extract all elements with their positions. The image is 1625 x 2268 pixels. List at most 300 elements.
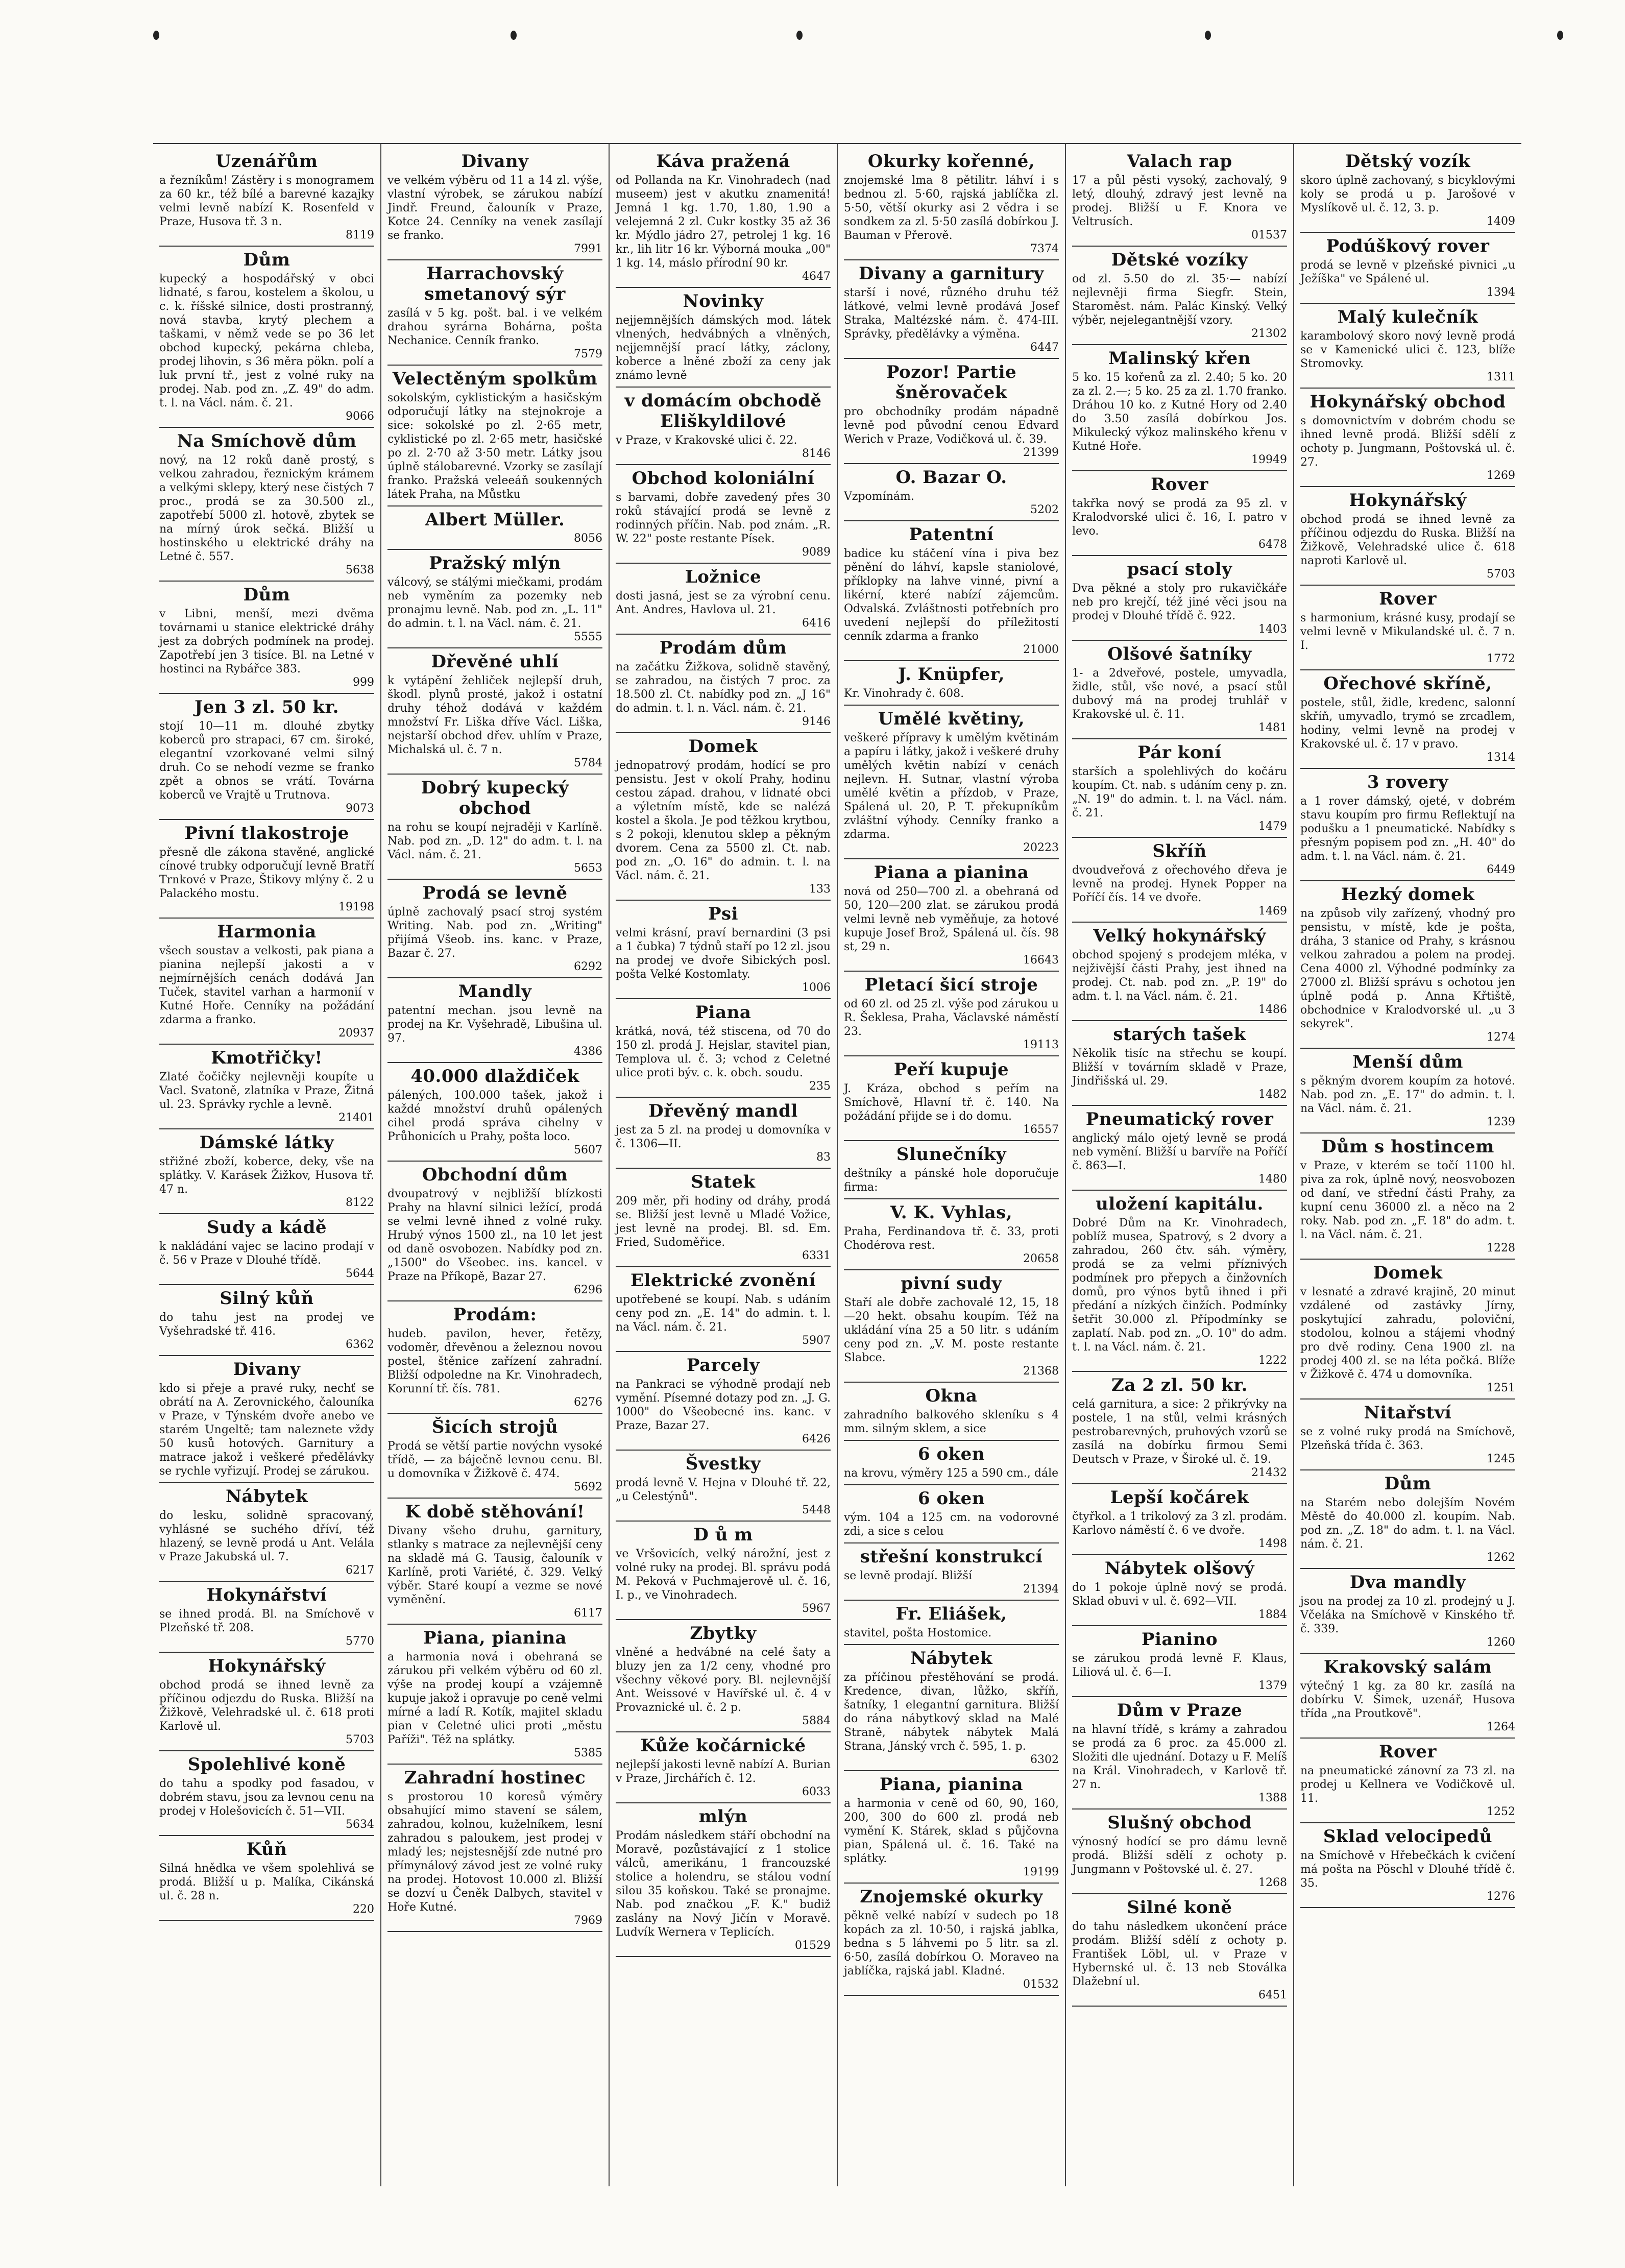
ad-heading: Šicích strojů bbox=[431, 1417, 559, 1437]
classified-ad bbox=[1072, 1372, 1287, 1484]
ad-heading: Pražský mlýn bbox=[429, 553, 561, 573]
ad-text: pro obchodníky prodám nápadně levně pod původní cenou Edvard Werich v Praze, Vodičková ul. č. 39. bbox=[844, 405, 1059, 446]
ad-text: krátká, nová, též stiscena, od 70 do 150 zl. prodá J. Hejslar, stavitel pian, Templova ul. č. 3; vchod z Celetné ulice proti býv. c. k. obch. soudu. bbox=[616, 1025, 831, 1079]
classified-ad bbox=[1300, 1133, 1515, 1260]
ad-number: 5634 bbox=[346, 1818, 374, 1831]
ad-heading: Domek bbox=[1373, 1263, 1443, 1283]
ad-text: na Smíchově v Hřebečkách k cvičení má pošta na Pöschl v Dlouhé třídě č. 35. bbox=[1300, 1849, 1515, 1890]
ad-heading: Dámské látky bbox=[199, 1132, 334, 1153]
ad-number: 19113 bbox=[1023, 1039, 1059, 1051]
classified-ad bbox=[844, 1270, 1059, 1383]
ad-heading: Znojemské okurky bbox=[860, 1887, 1043, 1907]
ad-number: 16643 bbox=[1023, 954, 1059, 967]
classified-ad bbox=[1072, 1555, 1287, 1626]
classified-ad bbox=[1072, 471, 1287, 556]
ad-heading: Pneumatický rover bbox=[1085, 1109, 1274, 1129]
ad-heading: Pletací šicí stroje bbox=[864, 975, 1038, 995]
ad-heading: Obchodní dům bbox=[422, 1165, 568, 1185]
ad-number: 1480 bbox=[1258, 1173, 1287, 1186]
ad-number: 1479 bbox=[1258, 820, 1287, 833]
ad-number: 6362 bbox=[346, 1338, 374, 1351]
ad-heading: Parcely bbox=[686, 1355, 760, 1376]
ad-text: kupecký a hospodářský v obci lidnaté, s farou, kostelem a školou, u c. k. říšské silnice, dosti prostranný, nová stavba, krytý plechem a taškami, v němž vede se po 36 let obchod kupecký, pekárna chleba, prodej lihovin, s 36 měra pökn. polí a luk první tř., jest z volné ruky na prodej. Nab. pod zn. „Z. 49" do adm. t. l. na Václ. nám. č. 21. bbox=[159, 273, 374, 409]
ad-text: k nakládání vajec se lacino prodají v č. 56 v Praze v Dlouhé třídě. bbox=[159, 1240, 374, 1267]
ad-text: 209 měr, při hodiny od dráhy, prodá se. Bližší jest levně u Mladé Vožice, jest levně na prodej. Bl. sd. Em. Fried, Sudoměřice. bbox=[616, 1195, 831, 1249]
ad-column bbox=[381, 144, 610, 2186]
ad-heading: Piana a pianina bbox=[874, 862, 1029, 883]
classified-ad bbox=[159, 148, 374, 247]
ad-number: 1245 bbox=[1487, 1453, 1515, 1465]
ad-number: 1239 bbox=[1487, 1116, 1515, 1128]
ad-heading: Kůže kočárnické bbox=[640, 1735, 806, 1756]
classified-ad bbox=[616, 1732, 831, 1803]
ad-heading: Umělé květiny, bbox=[878, 709, 1025, 729]
ad-heading: Peří kupuje bbox=[893, 1059, 1009, 1080]
classified-ad bbox=[844, 706, 1059, 859]
ad-number: 1269 bbox=[1487, 469, 1515, 482]
ad-text: a harmonia v ceně od 60, 90, 160, 200, 300 do 600 zl. prodá neb vymění K. Stárek, sklad s půjčovna pian, Spálená ul. č. 16. Také na splátky. bbox=[844, 1797, 1059, 1865]
classified-ad bbox=[387, 1063, 602, 1162]
ad-number: 6478 bbox=[1258, 538, 1287, 551]
ad-heading: Novinky bbox=[683, 291, 764, 311]
classified-ad bbox=[159, 1285, 374, 1356]
ad-heading: Albert Müller. bbox=[425, 510, 565, 530]
ad-text: obchod prodá se ihned levně za příčinou odjezdu do Ruska. Bližší na Žižkově, Velehradské ul. č. 618 proti Karlově ul. bbox=[159, 1679, 374, 1733]
ad-heading: Spolehlivé koně bbox=[187, 1754, 346, 1775]
ad-text: Staří ale dobře zachovalé 12, 15, 18—20 hekt. obsahu koupím. Též na ukládání vína 25 a 50 litr. s udáním ceny pod zn. „V. M. poste restante Slabce. bbox=[844, 1296, 1059, 1364]
classified-ad bbox=[1072, 1106, 1287, 1191]
ad-number: 1228 bbox=[1487, 1242, 1515, 1254]
ad-column bbox=[610, 144, 838, 2186]
ad-heading: Fr. Eliášek, bbox=[895, 1604, 1007, 1624]
ad-number: 6276 bbox=[574, 1396, 602, 1409]
ad-text: karambolový skoro nový levně prodá se v Kamenické ulici č. 123, blíže Stromovky. bbox=[1300, 330, 1515, 370]
ad-heading: Dům s hostincem bbox=[1321, 1137, 1494, 1157]
classified-ad bbox=[387, 1162, 602, 1301]
ad-column bbox=[1294, 144, 1521, 2186]
ad-heading: Jen 3 zl. 50 kr. bbox=[194, 697, 339, 717]
ad-heading: Mandly bbox=[458, 981, 532, 1002]
ad-heading: Okurky kořenné, bbox=[867, 151, 1035, 172]
ad-text: na začátku Žižkova, solidně stavěný, se zahradou, na čistých 7 proc. za 18.500 zl. Ct. nabídky pod zn. „J 16" do admin. t. l. n. Václ. nám. č. 21. bbox=[616, 661, 831, 715]
ad-heading: Za 2 zl. 50 kr. bbox=[1111, 1375, 1248, 1395]
classified-ad bbox=[1072, 1626, 1287, 1697]
ad-heading: Hokynářský bbox=[1349, 490, 1467, 511]
ad-text: starší i nové, různého druhu též látkové, velmi levně prodává Josef Straka, Maltézské nám. č. 474-III. Správky, předělávky a výměna. bbox=[844, 286, 1059, 341]
classified-ad bbox=[159, 1129, 374, 1214]
ad-number: 6447 bbox=[1030, 341, 1059, 354]
classified-ad bbox=[844, 1601, 1059, 1645]
ad-text: s domovnictvím v dobrém chodu se ihned levně prodá. Bližší sdělí z ochoty p. Jungmann, Poštovská ul. č. 27. bbox=[1300, 415, 1515, 469]
ad-heading: Krakovský salám bbox=[1323, 1657, 1492, 1677]
ad-heading: Kmotřičky! bbox=[211, 1048, 323, 1068]
classified-ad bbox=[1072, 1191, 1287, 1372]
ad-number: 1006 bbox=[802, 981, 831, 994]
ad-number: 1388 bbox=[1258, 1792, 1287, 1804]
ad-text: v Praze, v kterém se točí 1100 hl. piva za rok, úplně nový, neosvobozen od daní, ve střední části Prahy, za kupní cenu 36000 zl. a něco na 2 roky. Nab. pod zn. „F. 18" do adm. t. l. na Václ. nám. č. 21. bbox=[1300, 1160, 1515, 1241]
classified-ad bbox=[1300, 769, 1515, 881]
ad-heading: Piana, pianina bbox=[879, 1774, 1024, 1795]
ad-heading: Káva pražená bbox=[656, 151, 790, 172]
classified-ad bbox=[616, 635, 831, 733]
margin-marks bbox=[0, 31, 1625, 51]
ad-text: na hlavní třídě, s krámy a zahradou se prodá za 6 proc. za 45.000 zl. Složiti dle ujednání. Dotazy u F. Melíš na Král. Vinohradech, v Karlově tř. 27 n. bbox=[1072, 1723, 1287, 1791]
ad-text: anglický málo ojetý levně se prodá neb vymění. Bližší u barvíře na Poříčí č. 863—I. bbox=[1072, 1132, 1287, 1172]
ad-text: jsou na prodej za 10 zl. prodejný u J. Včeláka na Smíchově v Kinského tř. č. 339. bbox=[1300, 1595, 1515, 1635]
classified-ad bbox=[844, 1485, 1059, 1543]
ad-number: 6292 bbox=[574, 960, 602, 973]
ad-text: dvoudveřová z ořechového dřeva je levně na prodej. Hynek Popper na Poříčí čís. 14 ve dvoře. bbox=[1072, 864, 1287, 904]
ad-number: 1276 bbox=[1487, 1890, 1515, 1903]
ad-number: 6033 bbox=[802, 1786, 831, 1798]
classified-ad bbox=[387, 1301, 602, 1414]
classified-ad bbox=[1300, 487, 1515, 586]
classified-ad bbox=[387, 1414, 602, 1499]
ad-column bbox=[153, 144, 381, 2186]
ad-heading: Nábytek bbox=[225, 1486, 308, 1507]
classified-ad bbox=[844, 1884, 1059, 1996]
classified-ad bbox=[1300, 148, 1515, 233]
ad-number: 6451 bbox=[1258, 1989, 1287, 2001]
ad-text: stavitel, pošta Hostomice. bbox=[844, 1627, 992, 1639]
ad-text: Zlaté čočičky nejlevněji koupíte u Vacl. Svatoně, zlatníka v Praze, Žitná ul. 23. Správky rychle a levně. bbox=[159, 1071, 374, 1111]
ad-number: 1260 bbox=[1487, 1636, 1515, 1649]
ad-heading: Slušný obchod bbox=[1107, 1813, 1252, 1833]
ad-heading: Silné koně bbox=[1127, 1897, 1232, 1918]
ad-number: 01529 bbox=[795, 1939, 831, 1952]
classified-ad bbox=[844, 359, 1059, 464]
ad-number: 1772 bbox=[1487, 653, 1515, 665]
classified-ad bbox=[1300, 1569, 1515, 1654]
classified-ad bbox=[844, 1383, 1059, 1441]
classified-ad bbox=[1072, 1484, 1287, 1555]
ad-text: se z volné ruky prodá na Smíchově, Plzeňská třída č. 363. bbox=[1300, 1426, 1515, 1452]
ad-heading: Hezký domek bbox=[1341, 884, 1475, 905]
ad-heading: Domek bbox=[688, 736, 758, 757]
ad-number: 21368 bbox=[1023, 1365, 1059, 1378]
classified-ad bbox=[159, 1356, 374, 1483]
ad-heading: Pár koní bbox=[1137, 742, 1222, 763]
ad-text: veškeré přípravy k umělým květinám a papíru i látky, jakož i veškeré druhy umělých květin nabízí v cenách nejlevn. H. Sutnar, vlastní výroba umělé květin a přízdob, v Praze, Spálená ul. 20, P. T. překupníkům zvláštní výhody. Cenníky franko a zdarma. bbox=[844, 732, 1059, 841]
classified-ad bbox=[616, 1267, 831, 1352]
classified-ad bbox=[1072, 1894, 1287, 2007]
ad-number: 1486 bbox=[1258, 1003, 1287, 1016]
ad-heading: Dům v Praze bbox=[1117, 1700, 1243, 1721]
ad-heading: J. Knüpfer, bbox=[898, 664, 1005, 685]
ad-heading: Prodám: bbox=[453, 1305, 537, 1325]
ad-text: do lesku, solidně spracovaný, vyhlásné se suchého dříví, též hlazený, se levně prodá u Ant. Velála v Praze Jakubská ul. 7. bbox=[159, 1509, 374, 1563]
classified-ad bbox=[616, 1522, 831, 1620]
ad-text: deštníky a pánské hole doporučuje firma: bbox=[844, 1167, 1059, 1194]
ad-heading: Hokynářský obchod bbox=[1309, 392, 1506, 412]
ad-number: 8122 bbox=[346, 1196, 374, 1209]
classified-ad bbox=[844, 1056, 1059, 1141]
ad-text: válcový, se stálými miečkami, prodám neb vyměním za pozemky neb pronajmu levně. Nab. pod zn. „L. 11" do admin. t. l. na Václ. nám. č. 21. bbox=[387, 576, 602, 630]
classified-ad bbox=[1300, 1470, 1515, 1569]
ad-number: 5448 bbox=[802, 1504, 831, 1516]
ad-text: do tahu a spodky pod fasadou, v dobrém stavu, jsou za levnou cenu na prodej v Holešovicích č. 51—VII. bbox=[159, 1777, 374, 1818]
ad-heading: Psi bbox=[708, 904, 739, 924]
ad-text: obchod prodá se ihned levně za příčinou odjezdu do Ruska. Bližší na Žižkově, Velehradské ulice č. 618 naproti Karlově ul. bbox=[1300, 513, 1515, 567]
ad-text: velmi krásní, praví bernardini (3 psi a 1 čubka) 7 týdnů staří po 12 zl. jsou na prodej ve dvoře Sibických posl. pošta Velké Kostomlaty. bbox=[616, 927, 831, 981]
classified-ad bbox=[616, 465, 831, 564]
ad-text: dosti jasná, jest se za výrobní cenu. Ant. Andres, Havlova ul. 21. bbox=[616, 590, 831, 616]
classified-ad bbox=[1072, 556, 1287, 641]
ad-text: dvoupatrový v nejbližší blízkosti Prahy na hlavní silnici ležící, prodá se velmi levně ihned z volné ruky. Hrubý výnos 1500 zl., na 10 let jest od daně osvobozen. Nabídky pod zn. „1500" do Všeobec. ins. kancel. v Praze na Příkopě, Bazar 27. bbox=[387, 1188, 602, 1283]
ad-number: 21399 bbox=[1023, 446, 1059, 459]
classified-ad bbox=[159, 1751, 374, 1836]
ad-text: znojemské lma 8 pětilitr. láhví i s bednou zl. 5·60, rajská jablíčka zl. 5·50, větší okurky asi 2 vědra i se sondkem za zl. 5·50 zasílá dobírkou J. Bauman v Přerově. bbox=[844, 174, 1059, 242]
ad-heading: starých tašek bbox=[1113, 1024, 1246, 1045]
classified-ad bbox=[616, 1098, 831, 1169]
classified-ad bbox=[616, 148, 831, 288]
ad-number: 5555 bbox=[574, 631, 602, 643]
classified-ad bbox=[387, 1625, 602, 1765]
ad-text: a harmonia nová i obehraná se zárukou při velkém výběru od 60 zl. výše na prodej koupí a vzájemně kupuje jakož i opravuje po ceně velmi mírné a ladí R. Kotík, majitel skladu pian v Celetné ulici proti „městu Paříži". Též na splátky. bbox=[387, 1651, 602, 1746]
classified-ad bbox=[616, 288, 831, 388]
ad-text: a 1 rover dámský, ojeté, v dobrém stavu koupím pro firmu Reflektují na podušku a 1 pneumatické. Nabídky s přesným popisem pod zn. „H. 40" do adm. t. l. na Václ. nám. č. 21. bbox=[1300, 795, 1515, 863]
ad-heading: Patentní bbox=[909, 524, 994, 545]
margin-dot bbox=[153, 31, 159, 40]
ad-text: Silná hnědka ve všem spolehlivá se prodá. Bližší u p. Malíka, Cikánská ul. č. 28 n. bbox=[159, 1862, 374, 1902]
ad-text: na Starém nebo dolejším Novém Městě do 40.000 zl. koupím. Nab. pod zn. „Z. 18" do adm. t. l. na Václ. nám. č. 21. bbox=[1300, 1497, 1515, 1551]
ad-text: takřka nový se prodá za 95 zl. v Kralodvorské ulici č. 16, I. patro v levo. bbox=[1072, 497, 1287, 538]
ad-number: 20937 bbox=[338, 1027, 374, 1040]
classified-ad bbox=[844, 859, 1059, 972]
ad-number: 133 bbox=[809, 883, 831, 896]
ad-text: Praha, Ferdinandova tř. č. 33, proti Chodérova rest. bbox=[844, 1225, 1059, 1252]
ad-text: jest za 5 zl. na prodej u domovníka v č. 1306—II. bbox=[616, 1124, 831, 1150]
ad-text: pěkně velké nabízí v sudech po 18 kopách za zl. 10·50, i rajská jablka, bedna s 5 láhvemi po 5 litr. sa zl. 6·50, zasílá dobírkou O. Moraveo na jablíčka, rajská jabl. Kladné. bbox=[844, 1910, 1059, 1977]
classified-ad bbox=[159, 1582, 374, 1653]
classified-ad bbox=[387, 550, 602, 648]
ad-text: prodá se levně v plzeňské pivnici „u Ježíška" ve Spálené ul. bbox=[1300, 259, 1515, 285]
ad-heading: Divany bbox=[233, 1359, 301, 1380]
ad-number: 5907 bbox=[802, 1334, 831, 1347]
ad-number: 20223 bbox=[1023, 841, 1059, 854]
margin-dot bbox=[511, 31, 517, 40]
ad-heading: Piana, pianina bbox=[423, 1628, 567, 1648]
classified-ad bbox=[844, 1141, 1059, 1199]
ad-number: 5607 bbox=[574, 1144, 602, 1156]
ad-text: hudeb. pavilon, hever, řetězy, vodoměr, dřevěnou a železnou novou postel, štěnice zařízení zahradní. Bližší odpoledne na Kr. Vinohradech, Korunní tř. čís. 781. bbox=[387, 1328, 602, 1395]
ad-heading: K době stěhování! bbox=[405, 1502, 585, 1522]
classified-ad bbox=[1300, 1049, 1515, 1133]
ad-number: 4647 bbox=[802, 270, 831, 283]
ad-heading: Divany bbox=[461, 151, 529, 172]
ad-heading: Olšové šatníky bbox=[1107, 644, 1252, 664]
ad-heading: Rover bbox=[1151, 474, 1208, 495]
ad-text: čtyřkol. a 1 trikolový za 3 zl. prodám. Karlovo náměstí č. 6 ve dvoře. bbox=[1072, 1510, 1287, 1537]
margin-dot bbox=[1557, 31, 1563, 40]
ad-number: 6416 bbox=[802, 617, 831, 630]
ad-heading: Malinský křen bbox=[1108, 348, 1251, 369]
classified-ad bbox=[1300, 881, 1515, 1049]
ad-text: vým. 104 a 125 cm. na vodorovné zdi, a sice s celou bbox=[844, 1511, 1059, 1538]
classified-ad bbox=[1300, 670, 1515, 769]
ad-number: 1403 bbox=[1258, 623, 1287, 636]
ad-text: na krovu, výměry 125 a 590 cm., dále bbox=[844, 1467, 1059, 1480]
ad-number: 5385 bbox=[574, 1747, 602, 1759]
ad-heading: Sklad velocipedů bbox=[1323, 1826, 1493, 1847]
ad-number: 1251 bbox=[1487, 1382, 1515, 1394]
classified-ad bbox=[159, 1214, 374, 1285]
ad-number: 1274 bbox=[1487, 1031, 1515, 1044]
ad-heading: Rover bbox=[1379, 1742, 1437, 1762]
ad-heading: Hokynářský bbox=[208, 1656, 326, 1676]
ad-text: 1- a 2dveřové, postele, umyvadla, židle, stůl, vše nové, a psací stůl dubový má na prodej truhlář v Krakovské ul. č. 11. bbox=[1072, 667, 1287, 721]
classified-ad bbox=[1300, 304, 1515, 389]
classified-ad bbox=[387, 775, 602, 880]
classified-ad bbox=[616, 388, 831, 465]
ad-number: 7991 bbox=[574, 243, 602, 255]
ad-number: 9066 bbox=[346, 410, 374, 423]
ad-heading: D ů m bbox=[693, 1525, 753, 1545]
ad-text: upotřebené se koupí. Nab. s udáním ceny pod zn. „E. 14" do admin. t. l. na Václ. nám. č. 21. bbox=[616, 1293, 831, 1334]
classified-ad bbox=[159, 820, 374, 919]
ad-number: 1394 bbox=[1487, 286, 1515, 299]
ad-column bbox=[838, 144, 1066, 2186]
ad-number: 16557 bbox=[1023, 1123, 1059, 1136]
ad-text: nejjemnějších dámských mod. látek vlnených, hedvábných a vlněných, nejjemnější prací látky, záclony, koberce a lněné zboží za ceny jak známo levně bbox=[616, 314, 831, 382]
ad-heading: Nitařství bbox=[1364, 1403, 1452, 1423]
ad-number: 220 bbox=[353, 1903, 374, 1916]
ad-text: obchod spojený s prodejem mléka, v nejživější části Prahy, jest ihned na prodej. Ct. nab. pod zn. „P. 19" do adm. t. l. na Václ. nám. č. 21. bbox=[1072, 949, 1287, 1003]
ad-number: 1311 bbox=[1487, 371, 1515, 383]
ad-heading: Zahradní hostinec bbox=[404, 1768, 586, 1788]
ad-number: 1481 bbox=[1258, 721, 1287, 734]
ad-number: 19949 bbox=[1251, 453, 1287, 466]
ad-number: 7969 bbox=[574, 1914, 602, 1927]
ad-text: vlněné a hedvábné na celé šaty a bluzy jen za 1/2 ceny, vhodné pro všechny věkové pory. Bl. nejlevnější Ant. Weissové v Havířské ul. č. 4 v Provaznické ul. č. 2 p. bbox=[616, 1646, 831, 1714]
ad-heading: Lepší kočárek bbox=[1110, 1487, 1249, 1508]
ad-text: Divany všeho druhu, garnitury, stlanky s matrace za nejlevnější ceny na skladě má G. Tausig, čalouník v Karlíně, proti Variété, č. 329. Velký výběr. Staré koupí a vezme se nové vyměnění. bbox=[387, 1525, 602, 1606]
ad-number: 21302 bbox=[1251, 327, 1287, 340]
ad-text: sokolským, cyklistickým a hasičským odporučují látky na stejnokroje a sice: sokolské po zl. 2·65 metr, cyklistické po zl. 2·65 metr, hasičské po zl. 2·70 až 3·50 metr. Látky jsou úplně stálobarevné. Vzorky se zasílají franko. Pražská veleeáň soukenných látek Praha, na Můstku bbox=[387, 392, 602, 501]
ad-heading: Elektrické zvonění bbox=[630, 1270, 816, 1291]
ad-heading: V. K. Vyhlas, bbox=[890, 1202, 1013, 1223]
ad-text: od Pollanda na Kr. Vinohradech (nad museem) jest v akutku znamenitá! Jemná 1 kg. 1.70, 1.80, 1.90 a velejemná 2 zl. Cukr kostky 35 až 36 kr. Mýdlo jádro 27, petrolej 1 kg. 16 kr., lih litr 16 kr. Výborná mouka „00" 1 kg. 14, máslo přírodní 90 kr. bbox=[616, 174, 831, 270]
classified-ad bbox=[1300, 233, 1515, 304]
ad-heading: Dva mandly bbox=[1349, 1572, 1466, 1593]
ad-number: 21401 bbox=[338, 1112, 374, 1124]
ad-text: 5 ko. 15 kořenů za zl. 2.40; 5 ko. 20 za zl. 2.—; 5 ko. 25 za zl. 1.70 franko. Dráhou 10 ko. z Kutné Hory od 2.40 do 3.50 zasílá dobírkou Jos. Mikulecký výkoz malinského křenu v Kutné Hoře. bbox=[1072, 371, 1287, 453]
ad-text: skoro úplně zachovaný, s bicyklovými koly se prodá u p. Jarošové v Myslíkově ul. č. 12, 3. p. bbox=[1300, 174, 1515, 214]
ad-heading: Skříň bbox=[1152, 841, 1207, 861]
ad-text: střižné zboží, koberce, deky, vše na splátky. V. Karásek Žižkov, Husova tř. 47 n. bbox=[159, 1155, 374, 1196]
ad-text: patentní mechan. jsou levně na prodej na Kr. Vyšehradě, Libušina ul. 97. bbox=[387, 1004, 602, 1045]
ad-number: 235 bbox=[809, 1080, 831, 1093]
classified-ad bbox=[387, 1499, 602, 1625]
classified-ad bbox=[159, 582, 374, 694]
ad-text: s harmonium, krásné kusy, prodají se velmi levně v Mikulandské ul. č. 7 n. I. bbox=[1300, 612, 1515, 652]
classified-ad bbox=[387, 506, 602, 550]
ad-number: 6426 bbox=[802, 1433, 831, 1445]
ad-text: v Libni, menší, mezi dvěma továrnami u stanice elektrické dráhy jest za dobrých podmínek na prodej. Zapotřebí jen 3 tisíce. Bl. na Letné v hostinci na Rybářce 383. bbox=[159, 608, 374, 675]
classified-ad bbox=[1072, 1697, 1287, 1809]
ad-text: zahradního balkového skleníku s 4 mm. silným sklem, a sice bbox=[844, 1409, 1059, 1435]
ad-text: jednopatrový prodám, hodící se pro pensistu. Jest v okolí Prahy, hodinu cestou západ. drahou, v lidnaté obci a výletním místě, kde se nalézá kostel a škola. Je pod těžkou krytbou, s 2 pokoji, klenutou sklep a pěkným dvorem. Cena za 5500 zl. Ct. nab. pod zn. „O. 16" do admin. t. l. na Václ. nám. č. 21. bbox=[616, 759, 831, 882]
ad-text: na pneumatické zánovní za 73 zl. na prodej u Kellnera ve Vodičkově ul. 11. bbox=[1300, 1765, 1515, 1805]
classified-ad bbox=[1072, 1021, 1287, 1106]
ad-number: 1884 bbox=[1258, 1608, 1287, 1621]
classified-ad bbox=[1072, 641, 1287, 739]
ad-heading: v domácím obchodě Eliškyldilové bbox=[624, 391, 822, 431]
ad-text: do 1 pokoje úplně nový se prodá. Sklad obuvi v ul. č. 692—VII. bbox=[1072, 1581, 1287, 1608]
ad-number: 1262 bbox=[1487, 1551, 1515, 1564]
ad-text: pálených, 100.000 tašek, jakož i každé množství druhů opálených cihel prodá správa cihelny v Průhonicích u Prahy, pošta loco. bbox=[387, 1089, 602, 1143]
ad-number: 01532 bbox=[1023, 1978, 1059, 1991]
ad-heading: Silný kůň bbox=[220, 1288, 314, 1309]
margin-dot bbox=[796, 31, 803, 40]
ad-heading: pivní sudy bbox=[901, 1273, 1002, 1294]
classified-ad bbox=[159, 694, 374, 820]
ad-text: v lesnaté a zdravé krajině, 20 minut vzdálené od zastávky Jírny, poskytující zahradu, poloviční, stodolou, kolnou a stájemi vhodný pro dvě rodiny. Cena 1900 zl. na prodej 400 zl. se na léta počká. Blíže v Žižkově č. 474 u domovníka. bbox=[1300, 1286, 1515, 1381]
ad-heading: Dům bbox=[1384, 1474, 1432, 1494]
classified-ad bbox=[844, 1199, 1059, 1270]
ad-number: 8119 bbox=[346, 229, 374, 242]
ad-text: nový, na 12 roků daně prostý, s velkou zahradou, řeznickým krámem a velkými sklepy, který nese čistých 7 proc., prodá se za 30.500 zl., zapotřebí 5000 zl. hotově, zbytek se na mírný úrok sečká. Bližší u hostinského u elektrické dráhy na Letné č. 557. bbox=[159, 454, 374, 563]
ad-number: 21394 bbox=[1023, 1583, 1059, 1596]
ad-heading: Zbytky bbox=[690, 1623, 757, 1644]
ad-heading: Dřevěné uhlí bbox=[431, 652, 559, 672]
classified-ad bbox=[159, 1045, 374, 1129]
ad-text: nová od 250—700 zl. a obehraná od 50, 120—200 zlat. se zárukou prodá velmi levně neb vyměňuje, za hotové kupuje Josef Brož, Spálená ul. čís. 98 st, 29 n. bbox=[844, 885, 1059, 953]
ad-heading: 3 rovery bbox=[1367, 772, 1449, 792]
ad-heading: Pivní tlakostroje bbox=[184, 823, 349, 843]
classified-ad bbox=[387, 648, 602, 775]
classified-ad bbox=[1300, 586, 1515, 670]
ad-text: v Praze, v Krakovské ulici č. 22. bbox=[616, 434, 797, 447]
classified-ad bbox=[159, 1483, 374, 1582]
ad-number: 9089 bbox=[802, 546, 831, 559]
ad-text: s barvami, dobře zavedený přes 30 roků stávající prodá se levně z rodinných příčin. Nab. pod znám. „R. W. 22" poste restante Písek. bbox=[616, 491, 831, 545]
ad-text: na Pankraci se výhodně prodají neb vymění. Písemné dotazy pod zn. „J. G. 1000" do Všeobecné ins. kanc. v Praze, Bazar 27. bbox=[616, 1378, 831, 1432]
ad-text: Kr. Vinohrady č. 608. bbox=[844, 687, 964, 700]
ad-heading: Divany a garnitury bbox=[859, 263, 1044, 284]
classified-ad bbox=[616, 1352, 831, 1451]
classified-ad bbox=[387, 880, 602, 978]
ad-text: a řezníkům! Zástěry i s monogramem za 60 kr., též bílé a barevné kazajky velmi levně nabízí K. Rosenfeld v Praze, Husova tř. 3 n. bbox=[159, 174, 374, 228]
classified-ad bbox=[159, 428, 374, 582]
classified-ad bbox=[844, 1645, 1059, 1771]
ad-heading: Harrachovský smetanový sýr bbox=[424, 263, 566, 304]
ad-heading: Kůň bbox=[246, 1839, 287, 1860]
ad-text: výnosný hodící se pro dámu levně prodá. Bližší sdělí z ochoty p. Jungmann v Poštovské ul. č. 27. bbox=[1072, 1836, 1287, 1876]
ad-heading: Malý kulečník bbox=[1337, 307, 1478, 327]
classified-ad bbox=[387, 1765, 602, 1932]
ad-number: 1222 bbox=[1258, 1354, 1287, 1367]
ad-number: 19199 bbox=[1023, 1866, 1059, 1878]
classified-ad bbox=[1300, 1260, 1515, 1400]
ad-heading: Hokynářství bbox=[206, 1585, 327, 1605]
classified-ad bbox=[1072, 1809, 1287, 1894]
ad-text: na způsob vily zařízený, vhodný pro pensistu, v místě, kde je pošta, dráha, 3 stanice od Prahy, s krásnou velkou zahradou a polem na prodej. Cena 4000 zl. Výhodné podmínky za 27000 zl. Bližší správu s ochotou jen úplně podá p. Anna Křtiště, obchodnice v Kralodvorské ul. „u 3 sekyrek". bbox=[1300, 907, 1515, 1030]
classified-ad bbox=[1072, 739, 1287, 838]
ad-number: 6217 bbox=[346, 1564, 374, 1577]
ad-heading: Dům bbox=[243, 585, 290, 605]
ad-text: J. Kráza, obchod s peřím na Smíchově, Hlavní tř. č. 140. Na požádání přijde se i do domu. bbox=[844, 1082, 1059, 1123]
ad-text: výtečný 1 kg. za 80 kr. zasílá na dobírku V. Šimek, uzenář, Husova třída „na Proutkově". bbox=[1300, 1680, 1515, 1720]
ad-number: 1482 bbox=[1258, 1088, 1287, 1101]
ad-number: 5784 bbox=[574, 757, 602, 769]
classified-ad bbox=[1072, 838, 1287, 923]
ad-text: se zárukou prodá levně F. Klaus, Liliová ul. č. 6—I. bbox=[1072, 1652, 1287, 1679]
classified-ad bbox=[1072, 148, 1287, 247]
ad-heading: Valach rap bbox=[1127, 151, 1232, 172]
ad-number: 4386 bbox=[574, 1045, 602, 1058]
ad-heading: Na Smíchově dům bbox=[177, 431, 357, 451]
